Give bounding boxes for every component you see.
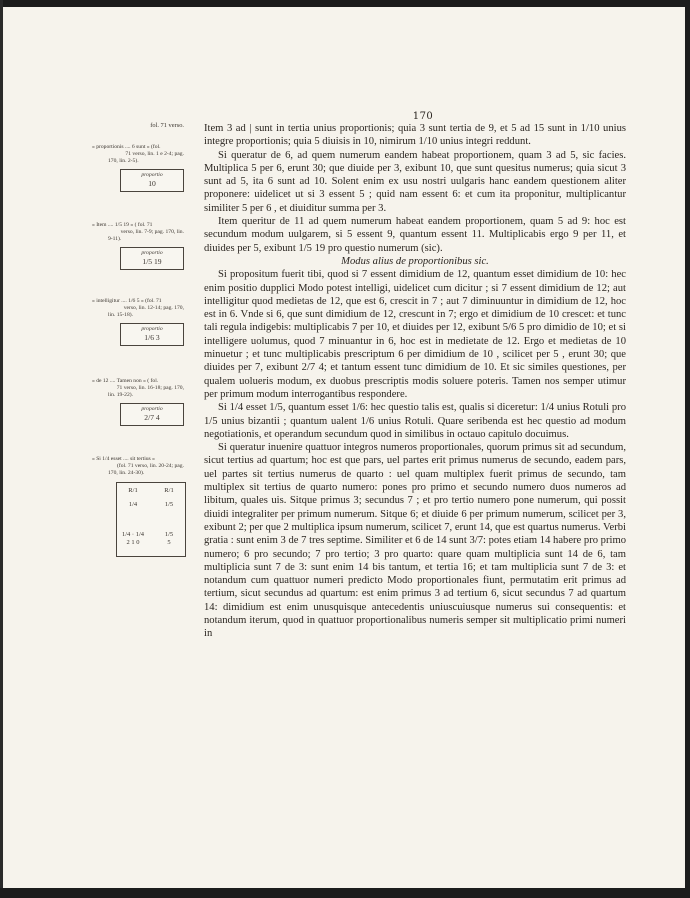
- paragraph: Item queritur de 11 ad quem numerum habeat eandem proportionem, quam 5 ad 9: hoc est secundum modum uulgarem, si 5 essent 9, quantum essent 11. Multiplicabis ergo 9 per 11, et diuides per 5, exibunt 1/5 19 pro questio numerum (sic).: [204, 216, 626, 254]
- proportio-box: proportio 1/5 19: [120, 247, 184, 270]
- margin-note: « de 12 .... Tamen non » ( fol. 71 verso, lin. 16-18; pag. 170, lin. 19-22). proportio 2/7 4: [92, 378, 184, 426]
- rotuli-grid-box: R/1 R/1 1/4 1/5 1/4 · 1/4 2 1 0 1/5 5: [116, 482, 186, 557]
- paragraph: Si queratur inuenire quattuor integros numeros proportionales, quorum primus sit ad secundum, sicut tertius ad quartum; hoc est que pars, uel partes erit primus numerus de secundo, eadem pars, uel partes sit tertius numerus de quarto : uel quam multiplex fuerit primus de secundo, tam multiplex sit tertius de quarto numero: pones pro primo et secundo numero duos numeros ad libitum, quales uis. Sitque primus 3; secundus 7 ; et pro tertio numero pone numerum, qui possit diuidi integraliter per primum numerum. Sitque 6; et diuide 6 per primum numerum, scilicet per 3, exibunt 2; per que 2 multiplica ipsum numerum, scilicet 7, erunt 14, que est quartus numerus. Verbi gratia : sunt enim 3 de 7 tres septime. Similiter et 6 de 14 sunt 3/7: potes etiam 14 habere pro primo numero; 6 pro secundo; 7 pro tertio; 3 pro quarto: quare quam multiplicia sunt 14 de 6, tam multiplicia sunt 7 de 3: sunt enim 14 bis tantum, et tertia 16; et tam multiplicia sunt 7 de 3: et notandum cum quattuor numeri predicto Modo proportionales fiunt, permutatim erit primus ad tertium, sicut secundus ad quartum: est enim primus 3 ad tertium 6, sicut secundus 7 ad quartum 14: dimidium est enim unusquisque antecedentis uniuscuiusque numerus sui consequentis: et notandum iterum, quod in quattuor proportionalibus numeris semper sit multiplicatio primi numeri in: [204, 442, 626, 640]
- margin-note-ref: fol. 71 verso.: [150, 122, 184, 129]
- paragraph: Si propositum fuerit tibi, quod si 7 essent dimidium de 12, quantum esset dimidium de 10: hec enim positio dupplici Modo potest intelligi, uidelicet cum dicitur ; si 7 essent dimidium de 12; aut intelligitur quod medietas de 12, que est 6, crescit in 7 ; aut 7 diminuuntur in dimidium de 12, hoc est in 6. Vnde si 6, que sunt dimidium de 12, crescunt in 7; ergo et dimidium de 10 crescet: et tunc tali regula indigebis: multiplicabis 7 per 10, et diuides per 12, exibunt 5/6 5 pro dimidio de 10; et si intelligere uolumus, quod 7 minuantur in 6, hoc est in medietate de 12. Ergo et medietas de 10 minuetur ; et tunc multiplicabis prescriptum 6 per dimidium de 10 , scilicet per 5 , erunt 30; que diuides per 7, exibunt 2/7 4; et tantum essent tunc dimidium de 10. Et sic similes questiones, per qualem uolueris modum, ex duobus prescriptis modis soluere poteris. Tamen nos semper utimur per primum modum interrogantibus respondere.: [204, 269, 626, 400]
- proportio-box: proportio 10: [120, 169, 184, 192]
- proportio-box: proportio 1/6 3: [120, 323, 184, 346]
- margin-note: « proportionis .... 6 sunt » (fol. 71 verso, lin. 1 e 2-4; pag. 170, lin. 2-5). proportio 10: [92, 144, 184, 192]
- margin-note: « Si 1/4 esset .... sit tertius » (fol. 71 verso, lin. 20-24; pag. 170, lin. 24-30). R/1 R/1 1/4 1/5 1/4 · 1/4 2 1 0 1/5 5: [92, 456, 184, 557]
- main-text: [204, 122, 626, 641]
- scan-border-left: [0, 0, 3, 898]
- paragraph: Si 1/4 esset 1/5, quantum esset 1/6: hec questio talis est, qualis si diceretur: 1/4 unius Rotuli pro 1/5 unius bizantii ; quantum ualent 1/6 unius Rotuli. Quare seribenda est hec questio ad modum negotiationis, et operandum secundum quod in similibus in octauo capitulo docuimus.: [204, 402, 626, 440]
- page-number: 170: [412, 111, 434, 122]
- proportio-box: proportio 2/7 4: [120, 403, 184, 426]
- paragraph: Si queratur de 6, ad quem numerum eandem habeat proportionem, quam 3 ad 5, sic facies. Multiplica 5 per 6, erunt 30; que diuide per 3, exibunt 10, que sunt quesitus numerus; quia sicut 3 sunt ad 5, ita 6 sunt ad 10. Solent enim ex usu nostri uulgaris hanc eandem questionem aliter proponere: uidelicet ut si 3 essent 5 ; quid nam essent 6: et cum ita proponitur, multiplicantur similiter 5 per 6 , et diuiditur summa per 3.: [204, 149, 626, 214]
- paragraph: Item 3 ad | sunt in tertia unius proportionis; quia 3 sunt tertia de 9, et 5 ad 15 sunt in 1/10 unius integre proportionis; quia 5 diuisis in 10, nimirum 1/10 unius integri reddunt.: [204, 123, 626, 148]
- scan-border-top: [0, 0, 690, 7]
- margin-note: « Item .... 1/5 19 » ( fol. 71 verso, lin. 7-9; pag. 170, lin. 9-11). proportio 1/5 19: [92, 222, 184, 270]
- scan-border-bottom: [0, 888, 690, 898]
- scan-border-right: [685, 0, 690, 898]
- margin-note: « intelligitur .... 1/6 5 » (fol. 71 verso, lin. 12-14; pag. 170, lin. 15-18). proportio 1/6 3: [92, 298, 184, 346]
- section-heading: Modus alius de proportionibus sic.: [341, 255, 489, 267]
